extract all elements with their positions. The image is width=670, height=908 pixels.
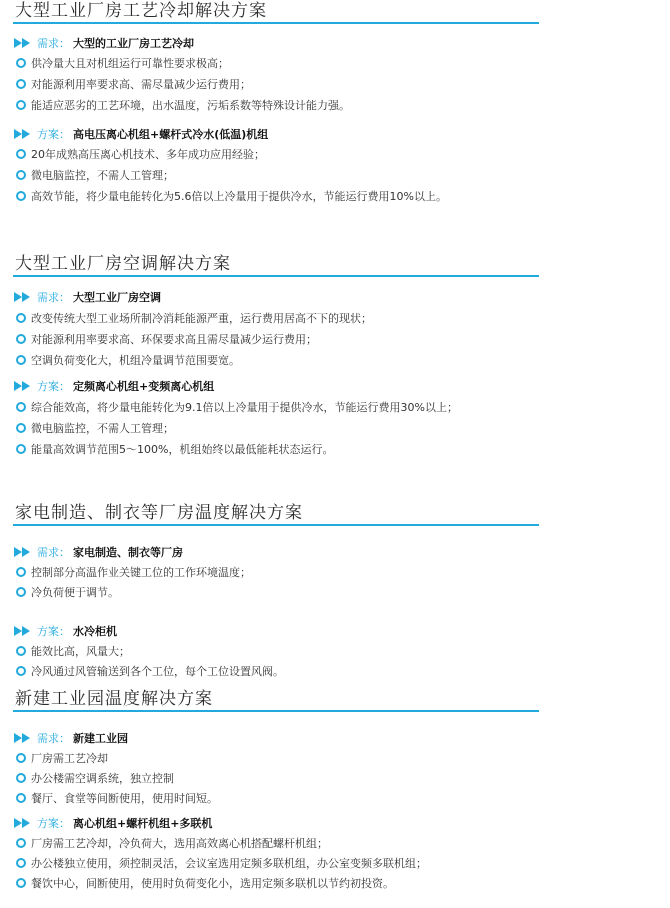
plan-heading — [14, 379, 214, 395]
list-item: 餐厅、食堂等间断使用，使用时间短。 — [16, 791, 218, 807]
list-item: 厂房需工艺冷却 — [16, 751, 108, 767]
section-title: 新建工业园温度解决方案 — [15, 689, 213, 709]
plan-label: 方案： — [37, 817, 70, 830]
list-item: 控制部分高温作业关键工位的工作环境温度； — [16, 565, 251, 581]
ring-bullet-icon — [16, 567, 26, 577]
ring-bullet-icon — [16, 423, 26, 433]
plan-value: 离心机组+螺杆机组+多联机 — [73, 817, 213, 830]
list-item: 能效比高，风量大； — [16, 644, 130, 660]
ring-bullet-icon — [16, 773, 26, 783]
ring-bullet-icon — [16, 646, 26, 656]
plan-heading — [14, 127, 268, 143]
section-divider — [13, 275, 539, 277]
ring-bullet-icon — [16, 666, 26, 676]
double-arrow-icon — [14, 733, 34, 743]
plan-value: 定频离心机组+变频离心机组 — [73, 380, 215, 393]
ring-bullet-icon — [16, 79, 26, 89]
ring-bullet-icon — [16, 753, 26, 763]
section-divider — [13, 710, 539, 712]
double-arrow-icon — [14, 818, 34, 828]
need-value: 大型工业厂房空调 — [73, 291, 161, 304]
list-item: 高效节能，将少量电能转化为5.6倍以上冷量用于提供冷水，节能运行费用10%以上。 — [16, 189, 447, 205]
list-item: 对能源利用率要求高、需尽量减少运行费用； — [16, 77, 251, 93]
double-arrow-icon — [14, 129, 34, 139]
list-item: 供冷量大且对机组运行可靠性要求极高； — [16, 56, 229, 72]
ring-bullet-icon — [16, 58, 26, 68]
need-label: 需求： — [37, 37, 70, 50]
need-label: 需求： — [37, 546, 70, 559]
ring-bullet-icon — [16, 170, 26, 180]
ring-bullet-icon — [16, 793, 26, 803]
ring-bullet-icon — [16, 149, 26, 159]
section-divider — [13, 524, 539, 526]
ring-bullet-icon — [16, 313, 26, 323]
need-value: 大型的工业厂房工艺冷却 — [73, 37, 194, 50]
list-item: 综合能效高，将少量电能转化为9.1倍以上冷量用于提供冷水，节能运行费用30%以上； — [16, 400, 458, 416]
plan-label: 方案： — [37, 128, 70, 141]
ring-bullet-icon — [16, 838, 26, 848]
ring-bullet-icon — [16, 355, 26, 365]
plan-heading — [14, 816, 212, 832]
list-item: 微电脑监控，不需人工管理； — [16, 168, 174, 184]
ring-bullet-icon — [16, 100, 26, 110]
list-item: 冷风通过风管输送到各个工位，每个工位设置风阀。 — [16, 664, 284, 680]
section-title: 大型工业厂房空调解决方案 — [15, 254, 231, 274]
need-value: 家电制造、制衣等厂房 — [73, 546, 183, 559]
need-label: 需求： — [37, 291, 70, 304]
need-heading — [14, 290, 161, 306]
double-arrow-icon — [14, 626, 34, 636]
double-arrow-icon — [14, 292, 34, 302]
list-item: 办公楼独立使用，须控制灵活，会议室选用定频多联机组，办公室变频多联机组； — [16, 856, 427, 872]
list-item: 微电脑监控，不需人工管理； — [16, 421, 174, 437]
plan-label: 方案： — [37, 625, 70, 638]
section-divider — [13, 22, 539, 24]
list-item: 能量高效调节范围5～100%，机组始终以最低能耗状态运行。 — [16, 442, 333, 458]
list-item: 20年成熟高压离心机技术、多年成功应用经验； — [16, 147, 265, 163]
plan-label: 方案： — [37, 380, 70, 393]
need-label: 需求： — [37, 732, 70, 745]
ring-bullet-icon — [16, 587, 26, 597]
double-arrow-icon — [14, 547, 34, 557]
need-value: 新建工业园 — [73, 732, 128, 745]
list-item: 餐饮中心，间断使用，使用时负荷变化小，选用定频多联机以节约初投资。 — [16, 876, 394, 892]
list-item: 对能源利用率要求高、环保要求高且需尽量减少运行费用； — [16, 332, 317, 348]
section-title: 大型工业厂房工艺冷却解决方案 — [15, 1, 267, 21]
plan-heading — [14, 624, 117, 640]
ring-bullet-icon — [16, 444, 26, 454]
need-heading — [14, 545, 183, 561]
plan-value: 高电压离心机组+螺杆式冷水(低温)机组 — [73, 128, 269, 141]
ring-bullet-icon — [16, 334, 26, 344]
list-item: 冷负荷便于调节。 — [16, 585, 119, 601]
ring-bullet-icon — [16, 878, 26, 888]
list-item: 厂房需工艺冷却，冷负荷大，选用高效离心机搭配螺杆机组； — [16, 836, 328, 852]
double-arrow-icon — [14, 381, 34, 391]
list-item: 改变传统大型工业场所制冷消耗能源严重，运行费用居高不下的现状； — [16, 311, 372, 327]
double-arrow-icon — [14, 38, 34, 48]
need-heading — [14, 36, 194, 52]
ring-bullet-icon — [16, 191, 26, 201]
list-item: 空调负荷变化大，机组冷量调节范围要宽。 — [16, 353, 240, 369]
section-title: 家电制造、制衣等厂房温度解决方案 — [15, 503, 303, 523]
list-item: 办公楼需空调系统，独立控制 — [16, 771, 174, 787]
need-heading — [14, 731, 128, 747]
list-item: 能适应恶劣的工艺环境，出水温度，污垢系数等特殊设计能力强。 — [16, 98, 350, 114]
ring-bullet-icon — [16, 402, 26, 412]
plan-value: 水冷柜机 — [73, 625, 117, 638]
ring-bullet-icon — [16, 858, 26, 868]
